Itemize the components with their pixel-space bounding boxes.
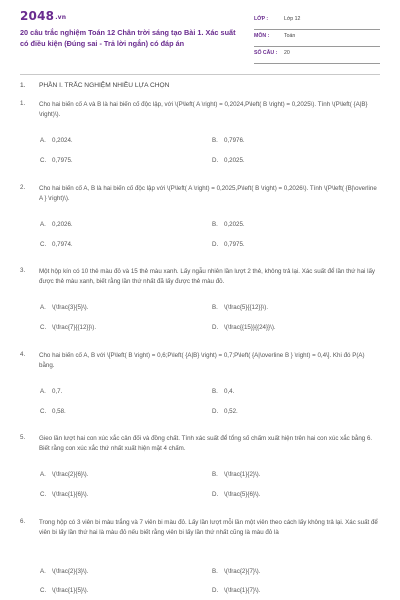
option-text: \(\frac{1}{6}\). <box>52 491 89 498</box>
option-letter: A. <box>40 304 46 311</box>
site-logo[interactable] <box>20 9 66 23</box>
option-text: \(\frac{5}{{12}}\). <box>224 304 269 311</box>
option-letter: B. <box>212 304 218 311</box>
option-b[interactable] <box>212 388 234 395</box>
option-letter: A. <box>40 568 46 575</box>
meta-value: Lớp 12 <box>284 16 301 22</box>
meta-value: 20 <box>284 50 290 56</box>
document-meta <box>254 13 380 64</box>
option-a[interactable] <box>40 221 73 228</box>
option-letter: D. <box>212 241 219 248</box>
question-number: 2. <box>20 184 26 191</box>
option-text: 0,7975. <box>224 241 245 248</box>
option-text: 0,7. <box>52 388 63 395</box>
question-text: Cho hai biến cố A và B là hai biến cố độc lập, với \(P\left( A \right) = 0,2024,P\left( B \right) = 0,2025\). Tính \(P\left( {A|B} \right)\). <box>39 101 368 118</box>
option-text: \(\frac{1}{7}\). <box>224 587 261 594</box>
option-b[interactable] <box>212 568 260 575</box>
option-a[interactable] <box>40 388 62 395</box>
option-letter: C. <box>40 587 47 594</box>
option-text: \(\frac{5}{6}\). <box>224 491 261 498</box>
option-a[interactable] <box>40 568 88 575</box>
question-number: 5. <box>20 434 26 441</box>
option-letter: D. <box>212 587 219 594</box>
question-number: 1. <box>20 100 26 107</box>
option-letter: A. <box>40 221 46 228</box>
option-b[interactable] <box>212 304 268 311</box>
option-a[interactable] <box>40 304 88 311</box>
option-c[interactable] <box>40 157 73 164</box>
question-number: 3. <box>20 267 26 274</box>
question-text: Trong hộp có 3 viên bi màu trắng và 7 viên bi màu đỏ. Lấy lần lượt mỗi lần một viên theo cách lấy không trả lại. Xác suất để viên bi lấy lần thứ hai là màu đỏ nếu biết rằng viên bi lấy lần thứ nhất cũng là màu đỏ là <box>39 519 378 536</box>
meta-label: LỚP : <box>254 16 269 22</box>
option-text: 0,58. <box>52 408 66 415</box>
option-text: \(\frac{2}{6}\). <box>52 471 89 478</box>
option-letter: A. <box>40 137 46 144</box>
option-letter: C. <box>40 491 47 498</box>
option-text: \(\frac{1}{2}\). <box>224 471 261 478</box>
option-text: \(\frac{{15}}{{24}}\). <box>224 324 276 331</box>
option-letter: B. <box>212 388 218 395</box>
option-d[interactable] <box>212 408 238 415</box>
option-text: 0,52. <box>224 408 238 415</box>
question-text: Gieo lần lượt hai con xúc xắc cân đối và đồng chất. Tính xác suất để tổng số chấm xuất hiện trên hai con xúc xắc bằng 6. Biết rằng con xúc xắc thứ nhất xuất hiện mặt 4 chấm. <box>39 435 373 452</box>
option-text: 0,7976. <box>224 137 245 144</box>
option-c[interactable] <box>40 241 73 248</box>
question-number: 6. <box>20 518 26 525</box>
option-c[interactable] <box>40 491 88 498</box>
document-title: 20 câu trắc nghiệm Toán 12 Chân trời sáng tạo Bài 1. Xác suất có điều kiện (Đúng sai - Trả lời ngắn) có đáp án <box>20 28 236 48</box>
option-text: \(\frac{2}{7}\). <box>224 568 261 575</box>
section-title: PHẦN I. TRẮC NGHIỆM NHIỀU LỰA CHỌN <box>39 82 170 89</box>
option-c[interactable] <box>40 587 88 594</box>
option-b[interactable] <box>212 137 245 144</box>
option-a[interactable] <box>40 471 88 478</box>
option-letter: B. <box>212 471 218 478</box>
meta-label: SỐ CÂU : <box>254 50 278 56</box>
meta-value: Toán <box>284 33 296 39</box>
question-text: Cho hai biến cố A, B với \[P\left( B \right) = 0,6;P\left( {A|B} \right) = 0,7;P\left( {A|\overline B } \right) = 0,4\]. Khi đó P(A) bằng. <box>39 352 365 369</box>
option-text: 0,7975. <box>52 157 73 164</box>
option-letter: B. <box>212 137 218 144</box>
option-letter: A. <box>40 388 46 395</box>
option-text: 0,2024. <box>52 137 73 144</box>
option-text: \(\frac{2}{3}\). <box>52 568 89 575</box>
option-d[interactable] <box>212 324 276 331</box>
option-d[interactable] <box>212 157 245 164</box>
option-d[interactable] <box>212 587 260 594</box>
meta-row-question-count <box>254 47 380 64</box>
question-text: Cho hai biến cố A, B là hai biến cố độc lập với \(P\left( A \right) = 0,2025,P\left( B \right) = 0,2026\). Tính \(P\left( {B|\overline A } \right)\). <box>39 185 377 202</box>
option-b[interactable] <box>212 221 245 228</box>
option-text: 0,7974. <box>52 241 73 248</box>
option-d[interactable] <box>212 241 245 248</box>
meta-row-subject <box>254 30 380 47</box>
option-text: \(\frac{1}{5}\). <box>52 587 89 594</box>
option-letter: C. <box>40 408 47 415</box>
option-letter: D. <box>212 491 219 498</box>
section-number: 1. <box>20 82 26 89</box>
document-header <box>0 0 400 64</box>
option-a[interactable] <box>40 137 73 144</box>
question-text: Một hộp kín có 10 thẻ màu đỏ và 15 thẻ màu xanh. Lấy ngẫu nhiên lần lượt 2 thẻ, không trả lại. Xác suất để lần thứ hai lấy được thẻ màu xanh, biết rằng lần thứ nhất đã lấy được thẻ màu đỏ. <box>39 268 376 285</box>
logo-suffix: .vn <box>55 14 67 21</box>
option-letter: A. <box>40 471 46 478</box>
option-text: \(\frac{3}{5}\). <box>52 304 89 311</box>
option-letter: D. <box>212 408 219 415</box>
meta-row-class <box>254 13 380 30</box>
option-d[interactable] <box>212 491 260 498</box>
question-number: 4. <box>20 351 26 358</box>
option-text: 0,2025. <box>224 221 245 228</box>
header-divider <box>20 74 380 75</box>
meta-label: MÔN : <box>254 33 270 39</box>
option-letter: B. <box>212 221 218 228</box>
section-heading <box>20 82 169 89</box>
option-letter: D. <box>212 324 219 331</box>
option-text: 0,2025. <box>224 157 245 164</box>
option-c[interactable] <box>40 408 66 415</box>
option-letter: C. <box>40 241 47 248</box>
option-text: 0,2026. <box>52 221 73 228</box>
option-b[interactable] <box>212 471 260 478</box>
option-text: 0,4. <box>224 388 235 395</box>
option-text: \(\frac{7}{{12}}\). <box>52 324 97 331</box>
option-c[interactable] <box>40 324 96 331</box>
logo-text: 2048 <box>20 9 55 23</box>
option-letter: C. <box>40 324 47 331</box>
option-letter: D. <box>212 157 219 164</box>
option-letter: B. <box>212 568 218 575</box>
option-letter: C. <box>40 157 47 164</box>
